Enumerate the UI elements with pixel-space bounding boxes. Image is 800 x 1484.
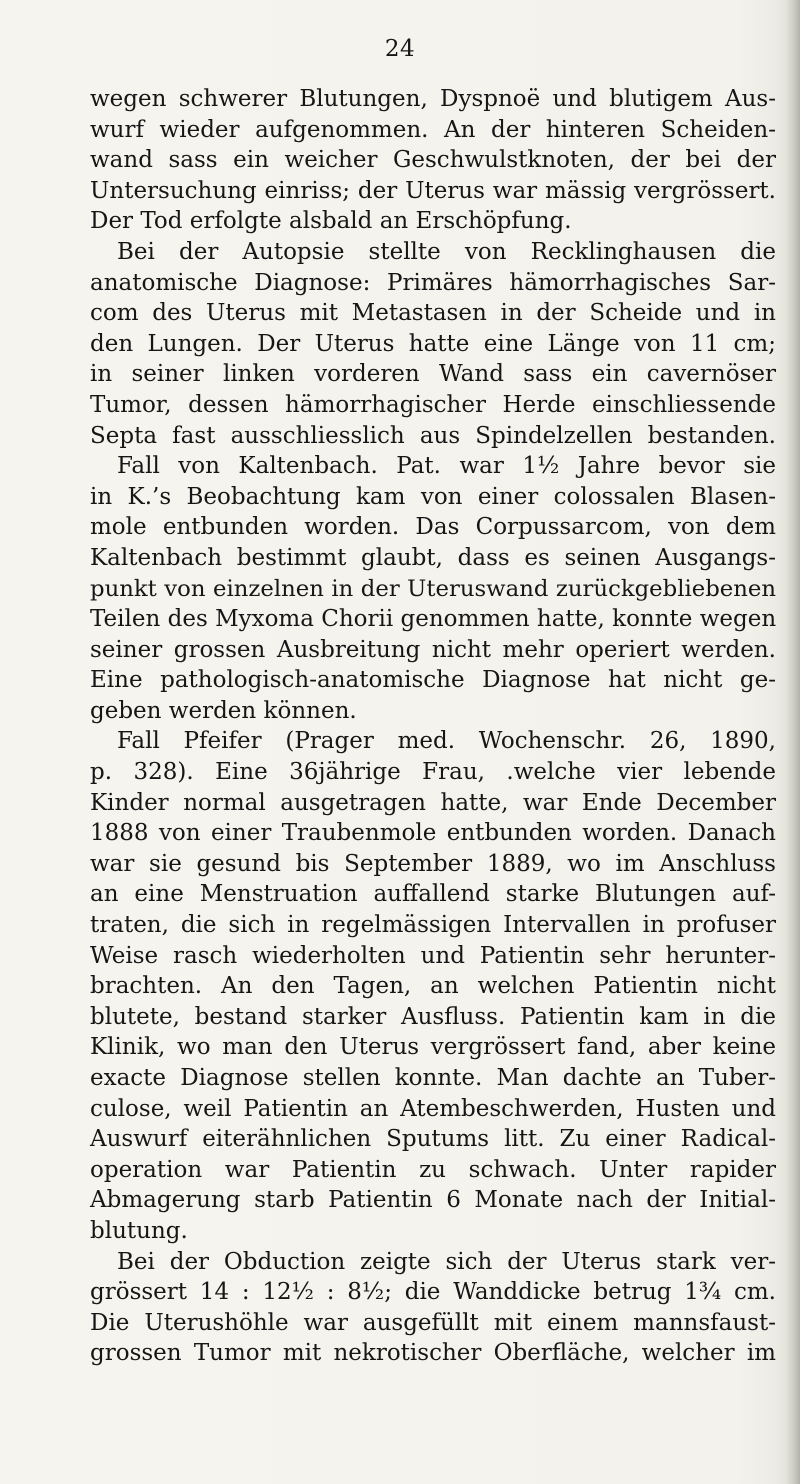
text-line: Klinik, wo man den Uterus vergrössert fand, aber keine xyxy=(90,1034,776,1061)
page-edge-shadow xyxy=(786,0,800,1484)
text-line: 1888 von einer Traubenmole entbunden worden. Danach xyxy=(90,820,776,847)
text-line: operation war Patientin zu schwach. Unter rapider xyxy=(90,1156,776,1183)
text-line: Die Uterushöhle war ausgefüllt mit einem mannsfaust- xyxy=(90,1309,776,1336)
text-line: culose, weil Patientin an Atembeschwerden, Husten und xyxy=(90,1095,776,1122)
text-line: seiner grossen Ausbreitung nicht mehr operiert werden. xyxy=(90,636,776,663)
text-line: com des Uterus mit Metastasen in der Scheide und in xyxy=(90,300,776,327)
text-line: Abmagerung starb Patientin 6 Monate nach der Initial- xyxy=(90,1187,776,1214)
text-line: Weise rasch wiederholten und Patientin sehr herunter- xyxy=(90,942,776,969)
text-line: traten, die sich in regelmässigen Intervallen in profuser xyxy=(90,912,776,939)
text-line: p. 328). Eine 36jährige Frau, .welche vier lebende xyxy=(90,759,776,786)
text-line: blutung. xyxy=(90,1217,188,1244)
text-line: blutete, bestand starker Ausfluss. Patientin kam in die xyxy=(90,1003,776,1030)
text-line: wurf wieder aufgenommen. An der hinteren Scheiden- xyxy=(90,116,776,143)
text-line: in seiner linken vorderen Wand sass ein cavernöser xyxy=(90,361,776,388)
text-line: wegen schwerer Blutungen, Dyspnoë und blutigem Aus- xyxy=(90,86,776,112)
text-line: Bei der Autopsie stellte von Recklinghausen die xyxy=(117,238,776,265)
text-line: Der Tod erfolgte alsbald an Erschöpfung. xyxy=(90,208,572,235)
text-line: punkt von einzelnen in der Uteruswand zurückgebliebenen xyxy=(90,575,776,602)
text-line: exacte Diagnose stellen konnte. Man dachte an Tuber- xyxy=(90,1065,776,1091)
text-line: Eine pathologisch-anatomische Diagnose hat nicht ge- xyxy=(90,667,776,694)
body-text xyxy=(90,84,776,1369)
text-line: Kinder normal ausgetragen hatte, war Ende December xyxy=(90,789,776,816)
page-number: 24 xyxy=(384,36,416,62)
text-line: anatomische Diagnose: Primäres hämorrhagisches Sar- xyxy=(90,269,776,296)
text-line: grossen Tumor mit nekrotischer Oberfläche, welcher im xyxy=(90,1340,776,1367)
text-line: Auswurf eiterähnlichen Sputums litt. Zu einer Radical- xyxy=(90,1126,776,1153)
text-line: Fall Pfeifer (Prager med. Wochenschr. 26, 1890, xyxy=(117,728,776,755)
text-line: Bei der Obduction zeigte sich der Uterus stark ver- xyxy=(117,1248,776,1275)
text-line: in K.’s Beobachtung kam von einer colossalen Blasen- xyxy=(90,483,776,510)
text-line: Untersuchung einriss; der Uterus war mässig vergrössert. xyxy=(90,177,776,204)
text-line: Teilen des Myxoma Chorii genommen hatte, konnte wegen xyxy=(90,606,777,633)
text-line: war sie gesund bis September 1889, wo im Anschluss xyxy=(90,850,776,877)
text-line: mole entbunden worden. Das Corpussarcom, von dem xyxy=(90,514,776,541)
text-line: Kaltenbach bestimmt glaubt, dass es seinen Ausgangs- xyxy=(90,544,776,571)
text-line: wand sass ein weicher Geschwulstknoten, der bei der xyxy=(90,147,776,174)
text-line: Septa fast ausschliesslich aus Spindelzellen bestanden. xyxy=(90,422,776,449)
text-line: geben werden können. xyxy=(90,697,357,724)
text-line: den Lungen. Der Uterus hatte eine Länge von 11 cm; xyxy=(90,330,776,357)
text-line: grössert 14 : 12½ : 8½; die Wanddicke betrug 1¾ cm. xyxy=(90,1279,776,1306)
text-line: Fall von Kaltenbach. Pat. war 1½ Jahre bevor sie xyxy=(117,453,776,480)
text-line: an eine Menstruation auffallend starke Blutungen auf- xyxy=(90,881,776,908)
text-line: brachten. An den Tagen, an welchen Patientin nicht xyxy=(90,973,776,1000)
text-line: Tumor, dessen hämorrhagischer Herde einschliessende xyxy=(90,391,776,418)
